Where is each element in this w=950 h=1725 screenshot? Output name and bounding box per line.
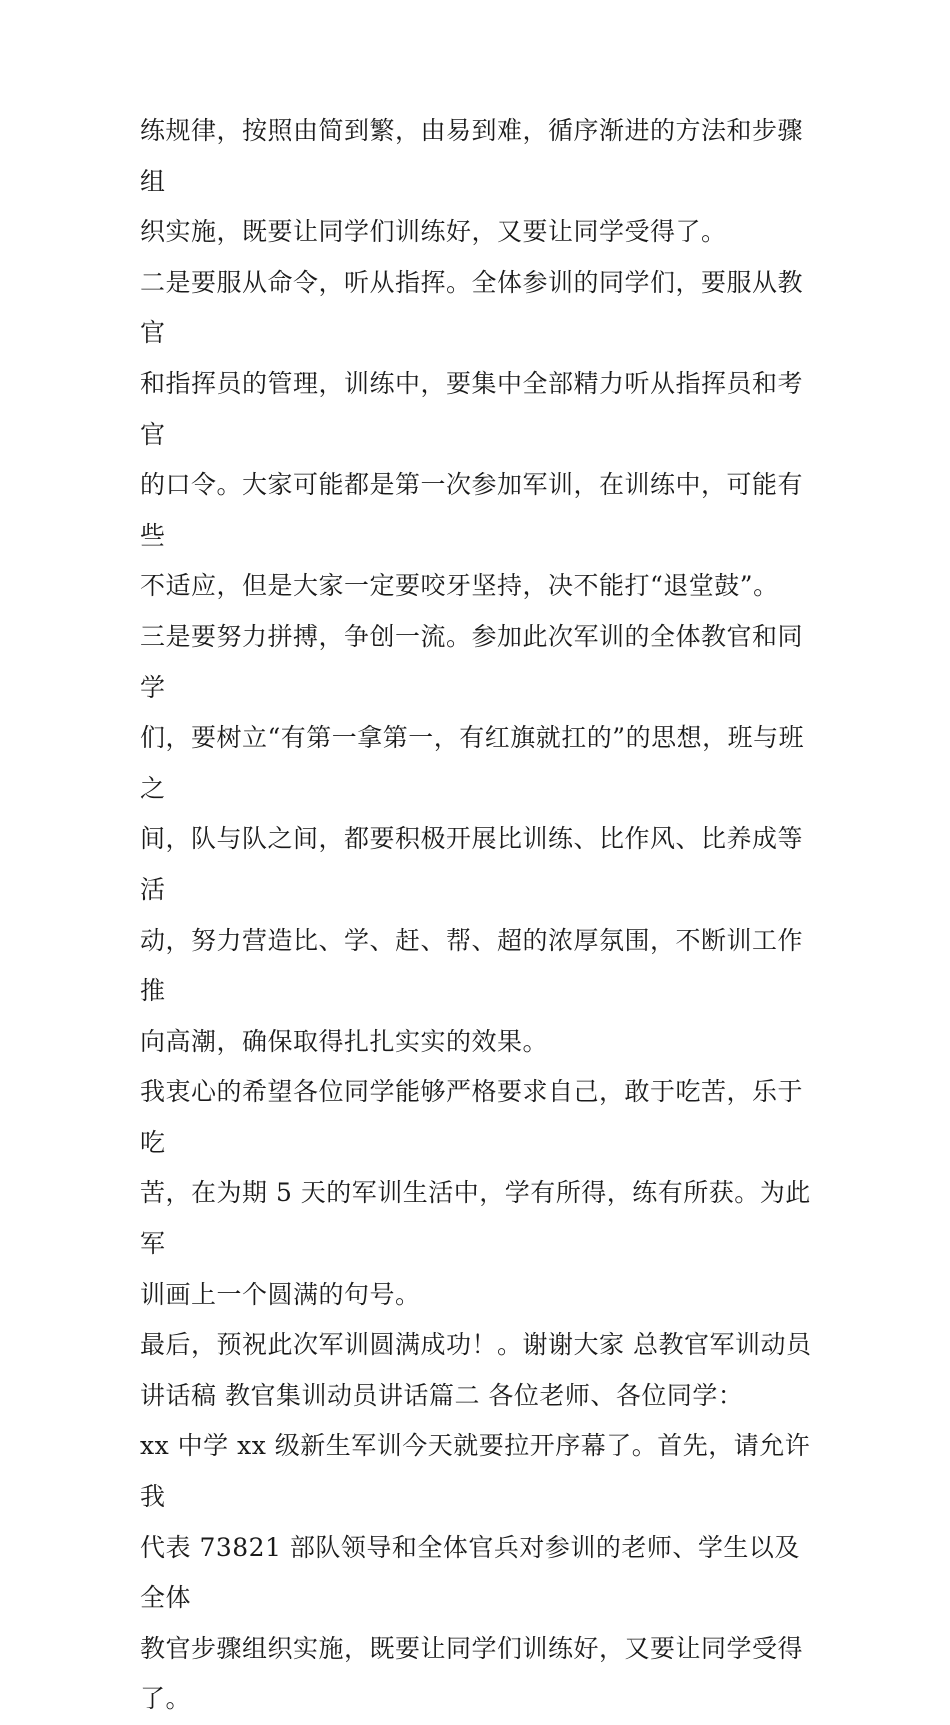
paragraph-2: 二是要服从命令，听从指挥。全体参训的同学们，要服从教官 和指挥员的管理，训练中，要集中全部精力听从指挥员和考官 的口令。大家可能都是第一次参加军训，在训练中，可能有些 不适应，但是大家一定要咬牙坚持，决不能打“退堂鼓”。 [140,267,804,601]
paragraph-1: 练规律，按照由简到繁，由易到难，循序渐进的方法和步骤组 织实施，既要让同学们训练好，又要让同学受得了。 [140,116,804,247]
paragraph-3: 三是要努力拼搏，争创一流。参加此次军训的全体教官和同学 们，要树立“有第一拿第一，有红旗就扛的”的思想，班与班之 间，队与队之间，都要积极开展比训练、比作风、比养成等活 动，努力营造比、学、赶、帮、超的浓厚氛围，不断训工作推 向高潮，确保取得扎扎实实的效果。 [140,621,805,1056]
document-body [140,106,820,1725]
paragraph-4: 我衷心的希望各位同学能够严格要求自己，敢于吃苦，乐于吃 苦，在为期 5 天的军训生活中，学有所得，练有所获。为此军 训画上一个圆满的句号。 [140,1077,811,1309]
paragraph-5: 最后，预祝此次军训圆满成功！。谢谢大家 总教官军训动员 讲话稿 教官集训动员讲话篇二 各位老师、各位同学： [140,1330,812,1410]
paragraph-6: xx 中学 xx 级新生军训今天就要拉开序幕了。首先，请允许我 代表 73821 部队领导和全体官兵对参训的老师、学生以及全体 教官步骤组织实施，既要让同学们训练好，又要让同学受得 了。 [140,1431,811,1714]
